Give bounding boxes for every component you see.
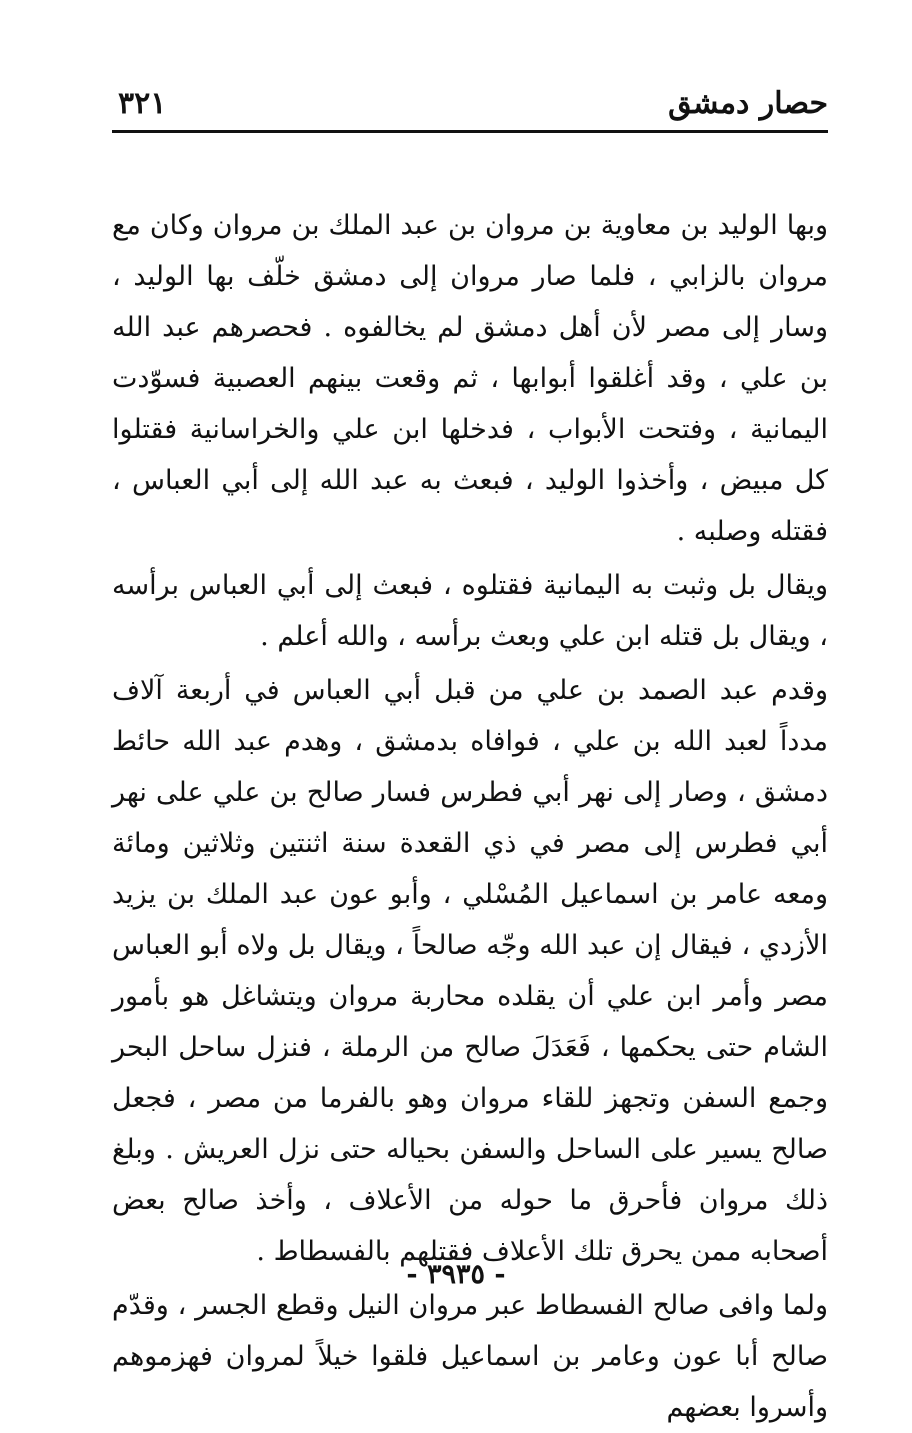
paragraph: ولما وافى صالح الفسطاط عبر مروان النيل وقطع الجسر ، وقدّم صالح أبا عون وعامر بن اسماعيل فلقوا خيلاً لمروان فهزموهم وأسروا بعضهم bbox=[112, 1290, 828, 1423]
body-text bbox=[112, 200, 828, 1433]
header-rule bbox=[112, 130, 828, 133]
paragraph: ويقال بل وثبت به اليمانية فقتلوه ، فبعث إلى أبي العباس برأسه ، ويقال بل قتله ابن علي وبعث برأسه ، والله أعلم . bbox=[112, 570, 828, 652]
paragraph: وبها الوليد بن معاوية بن مروان بن عبد الملك بن مروان وكان مع مروان بالزابي ، فلما صار مروان إلى دمشق خلّف بها الوليد ، وسار إلى مصر لأن أهل دمشق لم يخالفوه . فحصرهم عبد الله بن علي ، وقد أغلقوا أبوابها ، ثم وقعت بينهم العصبية فسوّدت اليمانية ، وفتحت الأبواب ، فدخلها ابن علي والخراسانية فقتلوا كل مبيض ، وأخذوا الوليد ، فبعث به عبد الله إلى أبي العباس ، فقتله وصلبه . bbox=[112, 210, 828, 547]
running-title: حصار دمشق bbox=[668, 86, 828, 121]
paragraph: وقدم عبد الصمد بن علي من قبل أبي العباس في أربعة آلاف مدداً لعبد الله بن علي ، فوافاه بدمشق ، وهدم عبد الله حائط دمشق ، وصار إلى نهر أبي فطرس فسار صالح بن علي على نهر أبي فطرس إلى مصر في ذي القعدة سنة اثنتين وثلاثين ومائة ومعه عامر بن اسماعيل المُسْلي ، وأبو عون عبد الملك بن يزيد الأزدي ، فيقال إن عبد الله وجّه صالحاً ، ويقال بل ولاه أبو العباس مصر وأمر ابن علي أن يقلده محاربة مروان ويتشاغل هو بأمور الشام حتى يحكمها ، فَعَدَلَ صالح من الرملة ، فنزل ساحل البحر وجمع السفن وتجهز للقاء مروان وهو بالفرما من مصر ، فجعل صالح يسير على الساحل والسفن بحياله حتى نزل العريش . وبلغ ذلك مروان فأحرق ما حوله من الأعلاف ، وأخذ صالح بعض أصحابه ممن يحرق تلك الأعلاف فقتلهم بالفسطاط . bbox=[112, 675, 828, 1267]
page-header bbox=[112, 84, 828, 132]
section-page-number: ٣٢١ bbox=[118, 86, 167, 121]
footer-page-number: - ٣٩٣٥ - bbox=[406, 1259, 506, 1290]
